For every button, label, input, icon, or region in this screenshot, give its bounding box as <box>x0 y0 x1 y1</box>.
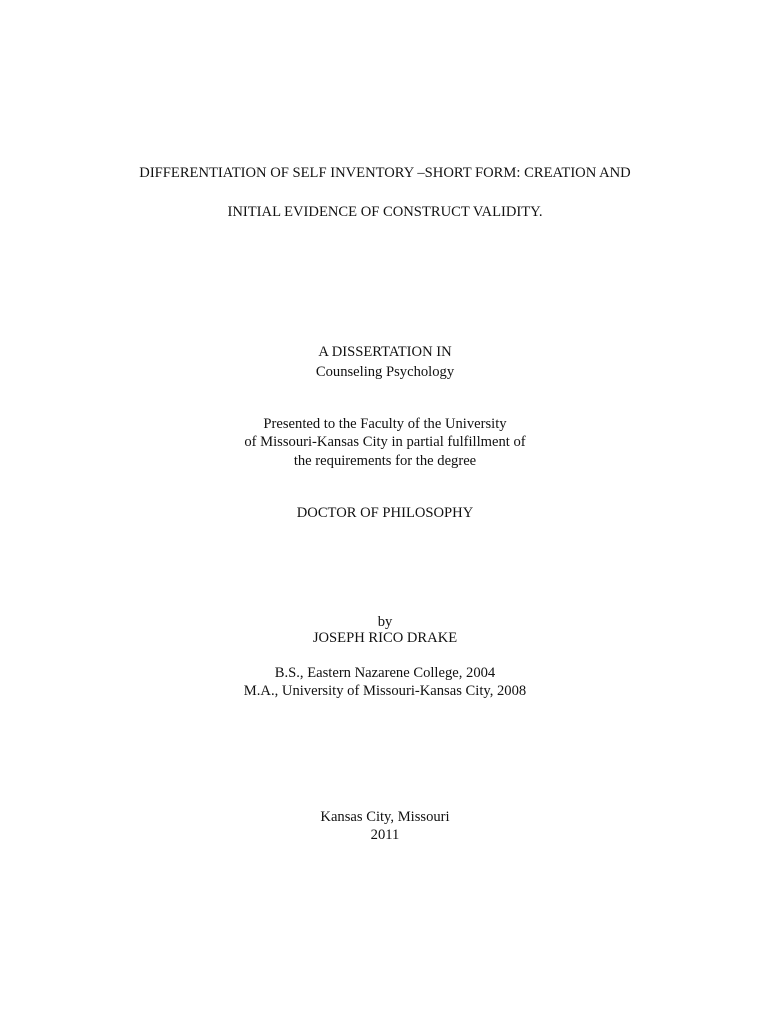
presented-line-3: the requirements for the degree <box>293 453 477 469</box>
dissertation-label: A DISSERTATION IN <box>318 344 452 360</box>
dissertation-title-line-2: INITIAL EVIDENCE OF CONSTRUCT VALIDITY. <box>227 204 543 220</box>
prior-degree-bs: B.S., Eastern Nazarene College, 2004 <box>274 665 496 681</box>
location-place: Kansas City, Missouri <box>320 809 450 825</box>
presented-line-2: of Missouri-Kansas City in partial fulfillment of <box>244 434 526 450</box>
presented-line-1: Presented to the Faculty of the University <box>263 416 507 432</box>
field-of-study: Counseling Psychology <box>315 364 455 380</box>
degree-name: DOCTOR OF PHILOSOPHY <box>296 505 474 521</box>
author-name: JOSEPH RICO DRAKE <box>312 630 458 646</box>
dissertation-title-line-1: DIFFERENTIATION OF SELF INVENTORY –SHORT FORM: CREATION AND <box>139 165 631 181</box>
prior-degree-ma: M.A., University of Missouri-Kansas City, 2008 <box>243 683 527 699</box>
by-label: by <box>377 614 393 630</box>
location-year: 2011 <box>370 827 400 843</box>
